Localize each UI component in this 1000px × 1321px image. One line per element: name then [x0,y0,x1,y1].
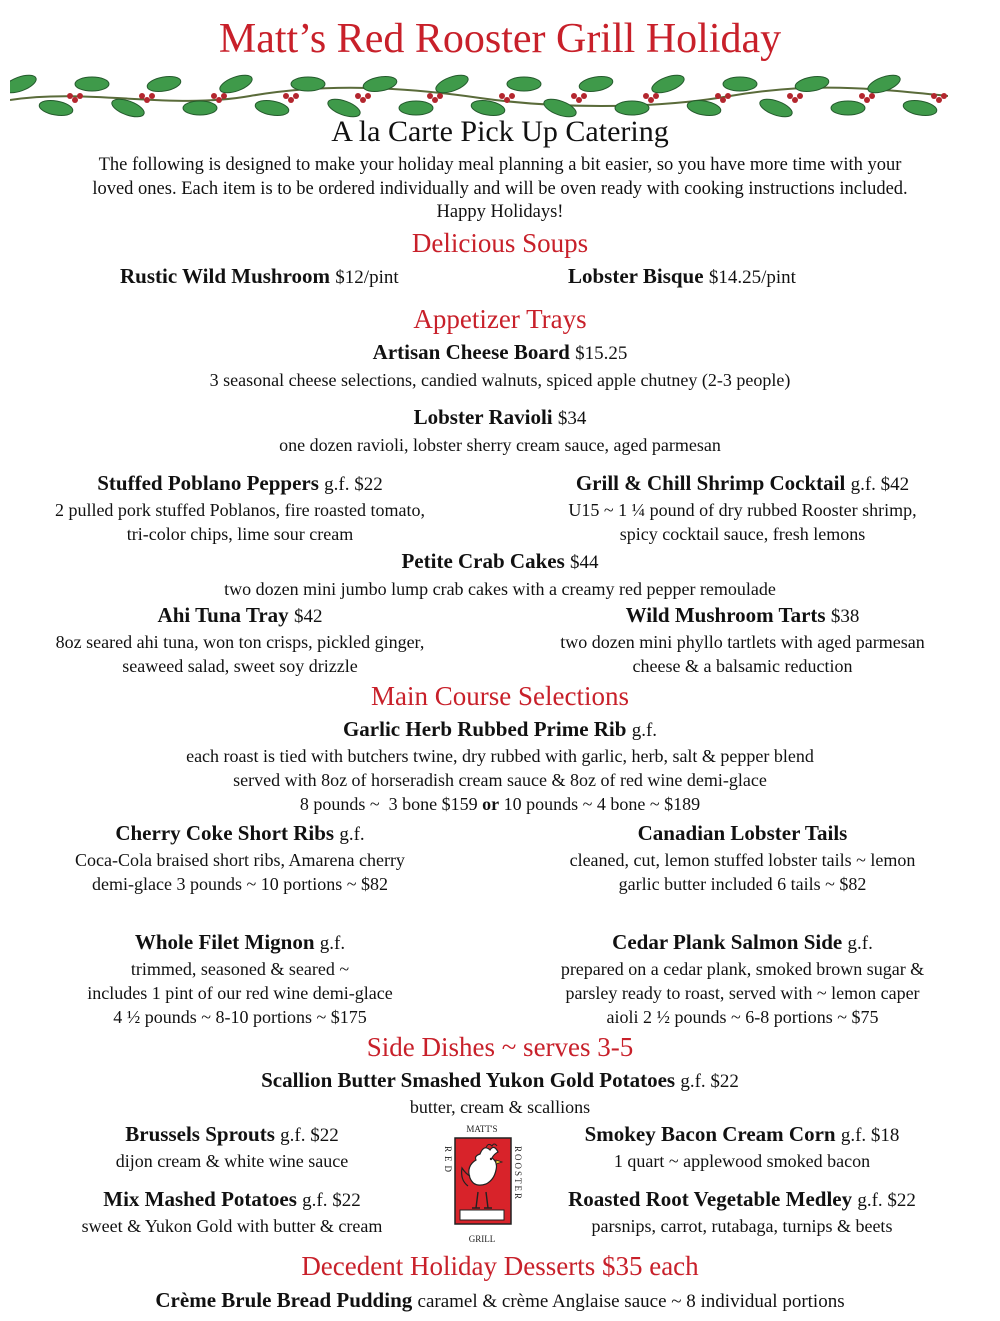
holly-leaf [578,74,614,94]
menu-item-rustic-wild-mushroom [120,263,399,291]
description-line: seaweed salad, sweet soy drizzle [122,656,358,676]
section-heading-main-course: Main Course Selections [371,681,629,711]
item-name: Crème Brule Bread Pudding [155,1288,413,1312]
section-heading-desserts: Decedent Holiday Desserts $35 each [301,1251,699,1281]
holly-berry [221,93,227,99]
item-name: Smokey Bacon Cream Corn [584,1122,836,1146]
holly-leaf [794,74,830,94]
description-line: 8oz seared ahi tuna, won ton crisps, pickled ginger, [55,632,425,652]
item-price: g.f. $22 [280,1125,339,1146]
holly-berry [648,97,654,103]
menu-item-prime-rib [0,716,1000,744]
description-line: each roast is tied with butchers twine, dry rubbed with garlic, herb, salt & pepper blend [186,746,814,766]
holly-berry [144,97,150,103]
item-description: 3 seasonal cheese selections, candied walnuts, spiced apple chutney (2-3 people) [209,370,791,390]
menu-item-petite-crab-cakes [0,548,1000,576]
item-description [505,498,980,546]
item-name: Rustic Wild Mushroom [120,264,331,288]
holly-berry [936,97,942,103]
item-price: $15.25 [575,343,628,364]
holly-berry [859,93,865,99]
holly-berry [864,97,870,103]
holly-berry [787,93,793,99]
holly-berry [72,97,78,103]
holly-leaf [866,72,903,97]
price-option: 8 pounds ~ 3 bone $159 [299,794,483,814]
description-line: U15 ~ 1 ¼ pound of dry rubbed Rooster shrimp, [568,500,917,520]
logo-left-text: RED [443,1146,453,1176]
holly-leaf [362,74,398,94]
item-price: g.f. [319,933,346,954]
logo-top-text: MATT'S [466,1124,498,1134]
holly-berry [571,93,577,99]
holly-berry [581,93,587,99]
item-price: g.f. $22 [324,474,383,495]
menu-item-scallion-potatoes [0,1067,1000,1095]
description-line: two dozen mini phyllo tartlets with aged parmesan [560,632,925,652]
holly-berry [499,93,505,99]
holly-berry [211,93,217,99]
holly-berry [725,93,731,99]
description-line: Coca-Cola braised short ribs, Amarena cherry [75,850,405,870]
holly-leaf [10,72,38,97]
price-option: 10 pounds ~ 4 bone ~ $189 [499,794,701,814]
menu-item-artisan-cheese-board [0,339,1000,367]
holly-leaf [507,77,541,91]
menu-item-cedar-plank-salmon-side [505,929,980,957]
menu-item-cherry-coke-short-ribs [0,820,480,848]
item-description [0,630,480,678]
item-description [0,957,480,1029]
holly-berry [288,97,294,103]
item-name: Whole Filet Mignon [134,930,315,954]
item-price: $34 [557,408,587,429]
menu-item-creme-brule-bread-pudding [0,1287,1000,1315]
menu-item-lobster-ravioli [0,404,1000,432]
holly-berry [437,93,443,99]
holly-berry [931,93,937,99]
holly-berry [509,93,515,99]
holly-berry [67,93,73,99]
item-description [505,957,980,1029]
holly-berry [216,97,222,103]
item-price: g.f. $22 [857,1190,916,1211]
item-name: Lobster Bisque [568,264,704,288]
section-heading-side-dishes: Side Dishes ~ serves 3-5 [366,1032,634,1062]
holly-berry [797,93,803,99]
item-price: g.f. $18 [840,1125,900,1146]
item-name: Wild Mushroom Tarts [625,603,826,627]
item-name: Petite Crab Cakes [401,549,565,573]
item-description: 1 quart ~ applewood smoked bacon [613,1151,871,1171]
item-price: g.f. $22 [680,1071,739,1092]
item-price: g.f. $22 [302,1190,361,1211]
item-description: butter, cream & scallions [409,1097,591,1117]
holly-berry [504,97,510,103]
item-description: caramel & crème Anglaise sauce ~ 8 individual portions [417,1291,845,1312]
intro-line: Happy Holidays! [436,202,564,222]
item-name: Garlic Herb Rubbed Prime Rib [342,717,627,741]
item-name: Artisan Cheese Board [372,340,570,364]
item-description: parsnips, carrot, rutabaga, turnips & beets [591,1216,893,1236]
logo-right-text: ROOSTER [513,1146,523,1202]
intro-line: loved ones. Each item is to be ordered individually and will be oven ready with cooking instructions included. [92,178,908,199]
item-description: dijon cream & white wine sauce [115,1151,349,1171]
intro-text [0,154,1000,225]
item-name: Cherry Coke Short Ribs [115,821,335,845]
holly-leaf [146,74,182,94]
description-line: parsley ready to roast, served with ~ lemon caper [565,983,920,1003]
item-price: $12/pint [335,267,399,288]
holly-leaf [291,77,325,91]
section-heading-appetizers: Appetizer Trays [413,304,587,334]
item-description [505,630,980,678]
holly-berry [283,93,289,99]
description-line: trimmed, seasoned & seared ~ [130,959,350,979]
menu-item-whole-filet-mignon [0,929,480,957]
item-description [505,848,980,896]
intro-line: The following is designed to make your holiday meal planning a bit easier, so you have more time with your [98,155,902,175]
holly-berry [432,97,438,103]
section-heading-soups: Delicious Soups [411,228,589,258]
description-line: prepared on a cedar plank, smoked brown sugar & [560,959,925,979]
description-line: 2 pulled pork stuffed Poblanos, fire roasted tomato, [54,500,426,520]
item-name: Stuffed Poblano Peppers [97,471,319,495]
holly-berry [149,93,155,99]
item-price: g.f. [847,933,873,954]
description-line: cleaned, cut, lemon stuffed lobster tails ~ lemon [569,850,916,870]
holly-berry [360,97,366,103]
page-title: Matt’s Red Rooster Grill Holiday [218,16,782,62]
description-line: served with 8oz of horseradish cream sauce & 8oz of red wine demi-glace [233,770,767,790]
description-line: aioli 2 ½ pounds ~ 6-8 portions ~ $75 [606,1007,879,1027]
holly-berry [715,93,721,99]
description-line: demi-glace 3 pounds ~ 10 portions ~ $82 [92,874,388,894]
item-price: $14.25/pint [708,267,796,288]
item-description: sweet & Yukon Gold with butter & cream [81,1216,383,1236]
item-price: $44 [570,552,599,573]
holly-leaf [218,72,255,97]
description-line: tri-color chips, lime sour cream [126,524,354,544]
logo-bottom-text: GRILL [468,1234,496,1244]
item-price: g.f. $42 [850,474,910,495]
item-description [0,498,480,546]
page-subtitle: A la Carte Pick Up Catering [331,115,669,148]
item-description: one dozen ravioli, lobster sherry cream sauce, aged parmesan [279,435,721,455]
item-description [0,848,480,896]
item-name: Cedar Plank Salmon Side [612,930,843,954]
menu-item-smokey-bacon-cream-corn [520,1121,964,1149]
menu-item-shrimp-cocktail [505,470,980,498]
item-description [0,744,1000,816]
holly-leaf [434,72,471,97]
item-name: Roasted Root Vegetable Medley [568,1187,853,1211]
holly-berry [427,93,433,99]
item-name: Scallion Butter Smashed Yukon Gold Potatoes [261,1068,676,1092]
menu-item-wild-mushroom-tarts [505,602,980,630]
holly-berry [643,93,649,99]
item-name: Canadian Lobster Tails [637,821,848,845]
holly-berry [139,93,145,99]
description-line: garlic butter included 6 tails ~ $82 [618,874,867,894]
description-line: spicy cocktail sauce, fresh lemons [619,524,866,544]
menu-item-brussels-sprouts [0,1121,464,1149]
item-name: Mix Mashed Potatoes [103,1187,297,1211]
holly-berry [293,93,299,99]
description-line: 4 ½ pounds ~ 8-10 portions ~ $175 [113,1007,367,1027]
item-name: Brussels Sprouts [125,1122,275,1146]
description-line: includes 1 pint of our red wine demi-glace [87,983,393,1003]
or-connector: or [482,794,500,814]
item-name: Ahi Tuna Tray [157,603,289,627]
holly-berry [355,93,361,99]
menu-item-roasted-root-vegetable-medley [520,1186,964,1214]
holly-berry [720,97,726,103]
item-price: g.f. [631,720,658,741]
holly-berry [941,93,947,99]
holly-leaf [723,77,757,91]
description-line: cheese & a balsamic reduction [632,656,853,676]
item-name: Lobster Ravioli [413,405,553,429]
item-price: g.f. [339,824,365,845]
rooster-logo [440,1116,524,1248]
holly-berry [653,93,659,99]
holly-berry [869,93,875,99]
menu-item-mix-mashed-potatoes [0,1186,464,1214]
description-line [0,792,1000,816]
holly-leaf [650,72,687,97]
menu-item-lobster-bisque [568,263,796,291]
item-description: two dozen mini jumbo lump crab cakes with a creamy red pepper remoulade [224,579,776,599]
holly-berry [365,93,371,99]
item-price: $38 [830,606,860,627]
holly-leaf [75,77,109,91]
menu-item-canadian-lobster-tails [505,820,980,846]
menu-item-stuffed-poblano-peppers [0,470,480,498]
menu-item-ahi-tuna-tray [0,602,480,630]
item-price: $42 [293,606,323,627]
holly-berry [77,93,83,99]
holly-berry [792,97,798,103]
holly-berry [576,97,582,103]
item-name: Grill & Chill Shrimp Cocktail [575,471,846,495]
